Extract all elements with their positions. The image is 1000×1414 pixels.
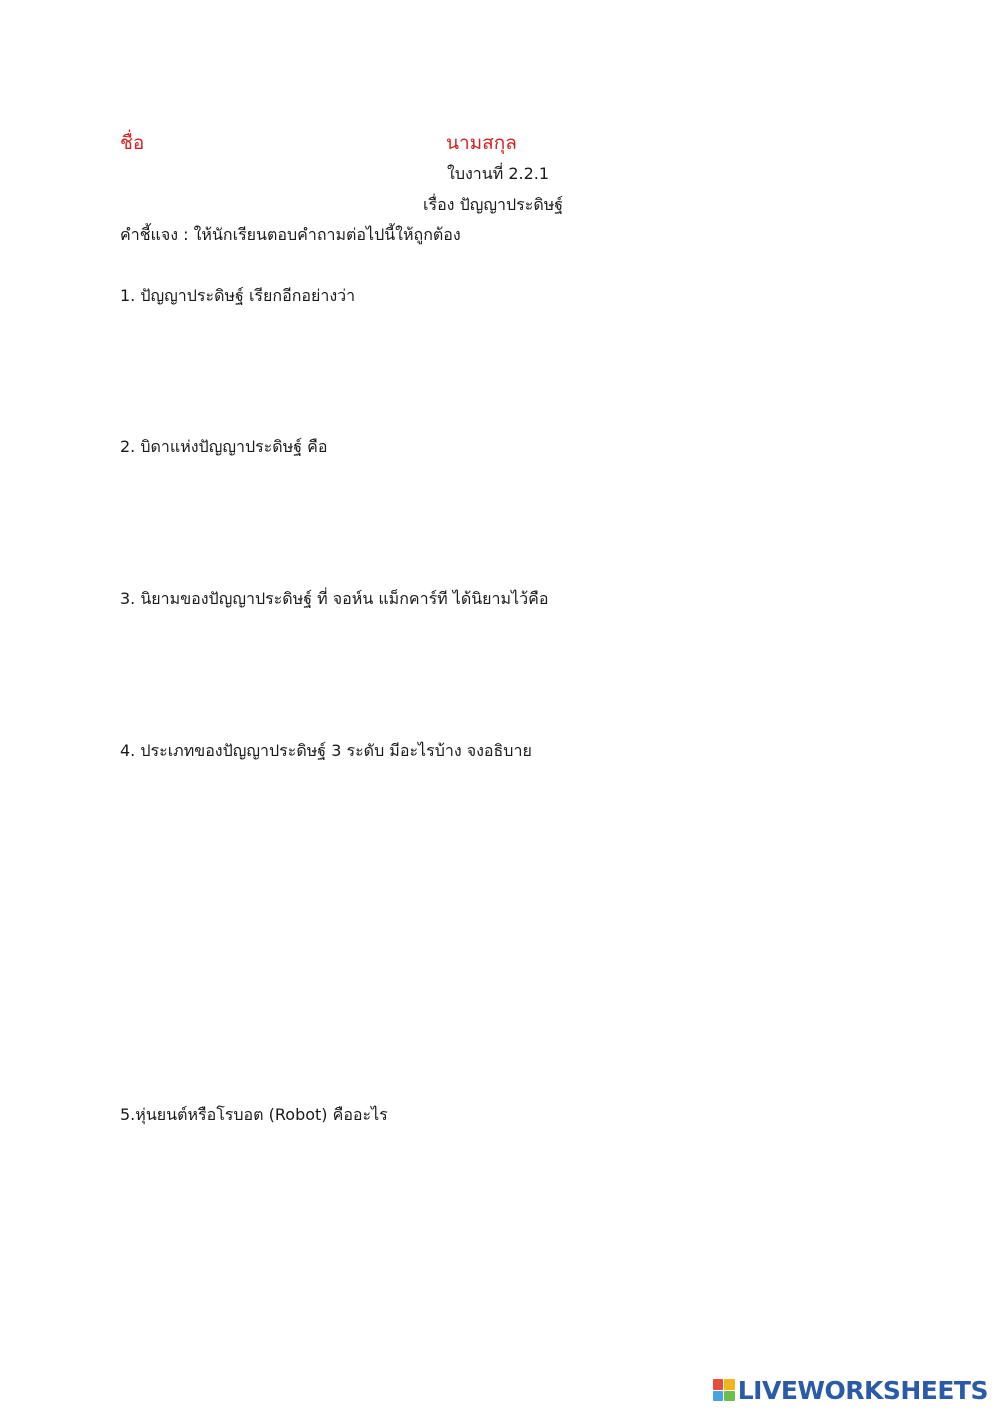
sheet-number: ใบงานที่ 2.2.1 <box>447 164 550 183</box>
name-label: ชื่อ <box>120 132 145 154</box>
question-4: 4. ประเภทของปัญญาประดิษฐ์ 3 ระดับ มีอะไรบ้าง จงอธิบาย <box>120 741 532 760</box>
liveworksheets-watermark[interactable] <box>713 1375 988 1405</box>
question-2: 2. บิดาแห่งปัญญาประดิษฐ์ คือ <box>120 437 328 456</box>
liveworksheets-logo-icon <box>713 1379 735 1401</box>
question-3: 3. นิยามของปัญญาประดิษฐ์ ที่ จอห์น แม็กคาร์ที ได้นิยามไว้คือ <box>120 589 549 608</box>
surname-label: นามสกุล <box>446 132 517 154</box>
instructions: คำชี้แจง : ให้นักเรียนตอบคำถามต่อไปนี้ให้ถูกต้อง <box>120 225 461 244</box>
question-1: 1. ปัญญาประดิษฐ์ เรียกอีกอย่างว่า <box>120 286 356 305</box>
sheet-topic: เรื่อง ปัญญาประดิษฐ์ <box>423 195 564 214</box>
watermark-text: LIVEWORKSHEETS <box>737 1375 988 1405</box>
question-5: 5.หุ่นยนต์หรือโรบอต (Robot) คืออะไร <box>120 1105 388 1124</box>
